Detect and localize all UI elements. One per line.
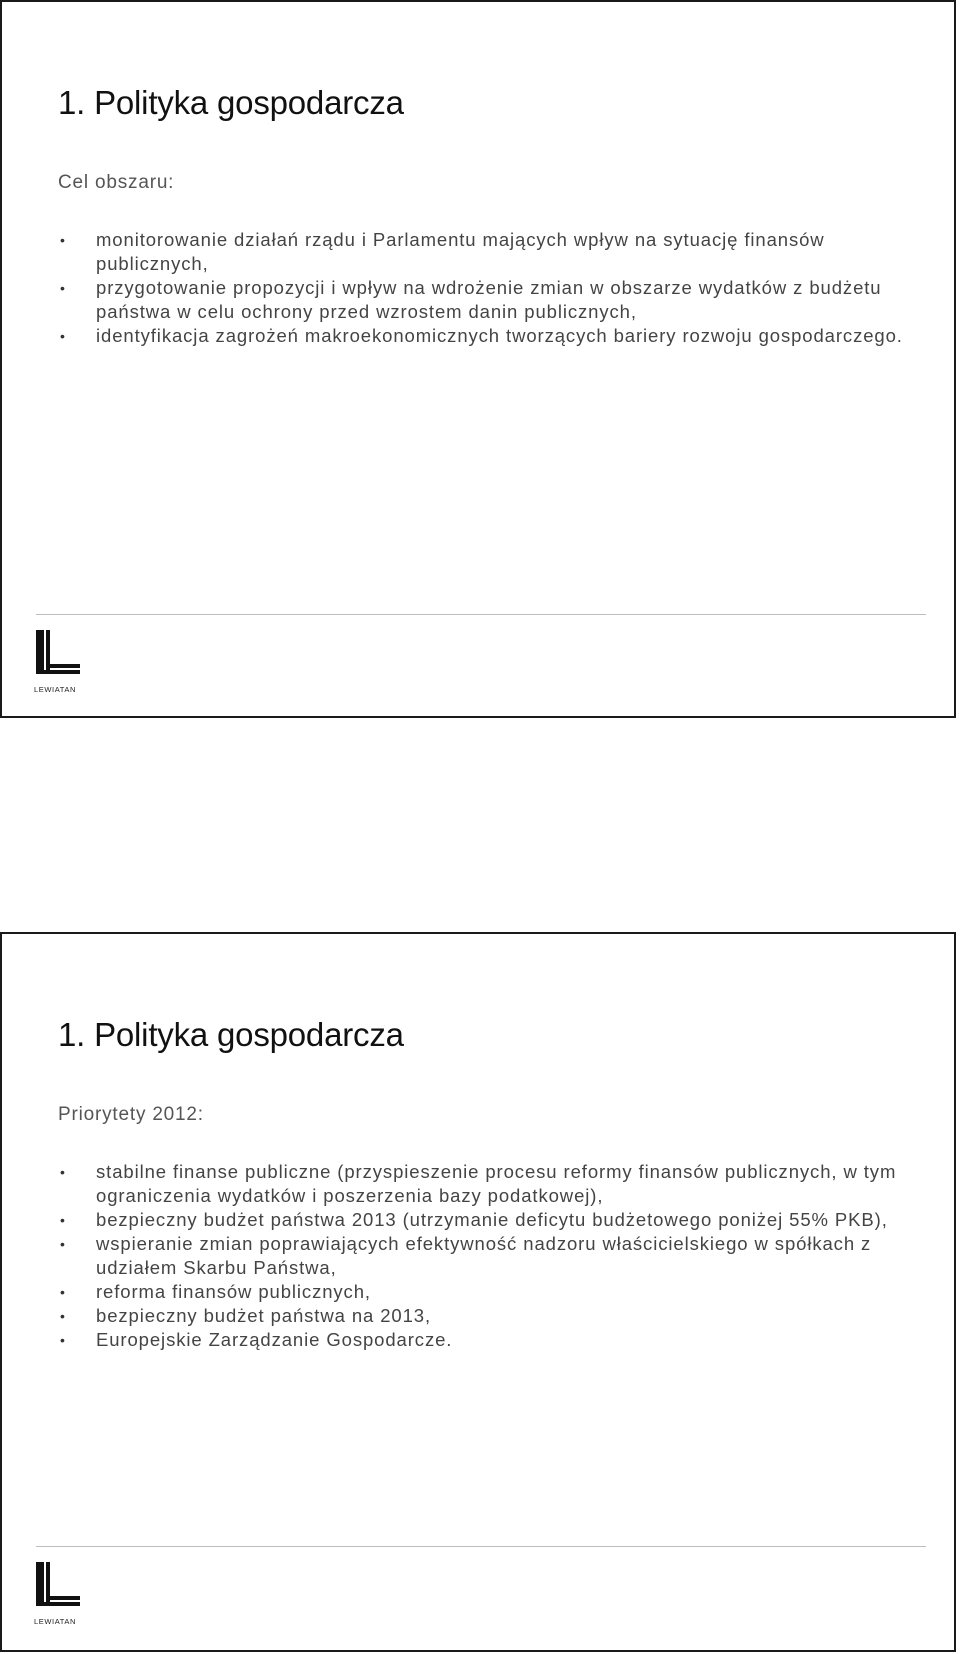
slide-1 — [0, 0, 956, 718]
bullet-list — [58, 1160, 918, 1352]
list-item — [58, 1160, 918, 1208]
logo-text: LEWIATAN — [34, 685, 77, 694]
list-item-text: reforma finansów publicznych, — [96, 1281, 371, 1302]
list-item — [58, 1328, 918, 1352]
list-item-text: identyfikacja zagrożeń makroekonomicznych tworzących bariery rozwoju gospodarczego. — [96, 325, 903, 346]
footer-divider — [36, 1546, 926, 1547]
list-item-text: stabilne finanse publiczne (przyspieszenie procesu reformy finansów publicznych, w tym ograniczenia wydatków i poszerzenia bazy podatkowej), — [96, 1161, 897, 1206]
bullet-dot-icon: • — [60, 232, 66, 248]
list-item — [58, 1232, 918, 1280]
list-item-text: przygotowanie propozycji i wpływ na wdrożenie zmian w obszarze wydatków z budżetu państwa w celu ochrony przed wzrostem danin publicznych, — [96, 277, 882, 322]
bullet-dot-icon: • — [60, 1212, 66, 1228]
bullet-dot-icon: • — [60, 1164, 66, 1180]
footer-divider — [36, 614, 926, 615]
list-item — [58, 1280, 918, 1304]
lewiatan-logo — [34, 630, 84, 694]
list-item — [58, 228, 918, 276]
bullet-dot-icon: • — [60, 1284, 66, 1300]
bullet-dot-icon: • — [60, 328, 66, 344]
bullet-dot-icon: • — [60, 1308, 66, 1324]
list-item — [58, 324, 918, 348]
bullet-list — [58, 228, 918, 348]
list-item-text: bezpieczny budżet państwa na 2013, — [96, 1305, 432, 1326]
bullet-dot-icon: • — [60, 1332, 66, 1348]
lewiatan-logo-icon — [34, 1562, 82, 1614]
slide-2 — [0, 932, 956, 1652]
bullet-dot-icon: • — [60, 280, 66, 296]
slide-title: 1. Polityka gospodarcza — [58, 84, 404, 121]
list-item-text: wspieranie zmian poprawiających efektywność nadzoru właścicielskiego w spółkach z udziałem Skarbu Państwa, — [96, 1233, 872, 1278]
slide-subtitle: Priorytety 2012: — [58, 1104, 204, 1125]
list-item — [58, 276, 918, 324]
list-item — [58, 1208, 918, 1232]
list-item-text: Europejskie Zarządzanie Gospodarcze. — [96, 1329, 453, 1350]
list-item — [58, 1304, 918, 1328]
list-item-text: monitorowanie działań rządu i Parlamentu mających wpływ na sytuację finansów publicznych, — [96, 229, 825, 274]
list-item-text: bezpieczny budżet państwa 2013 (utrzymanie deficytu budżetowego poniżej 55% PKB), — [96, 1209, 888, 1230]
bullet-dot-icon: • — [60, 1236, 66, 1252]
slide-title: 1. Polityka gospodarcza — [58, 1016, 404, 1053]
lewiatan-logo-icon — [34, 630, 82, 682]
logo-text: LEWIATAN — [34, 1617, 77, 1626]
slide-subtitle: Cel obszaru: — [58, 172, 175, 193]
lewiatan-logo — [34, 1562, 84, 1626]
